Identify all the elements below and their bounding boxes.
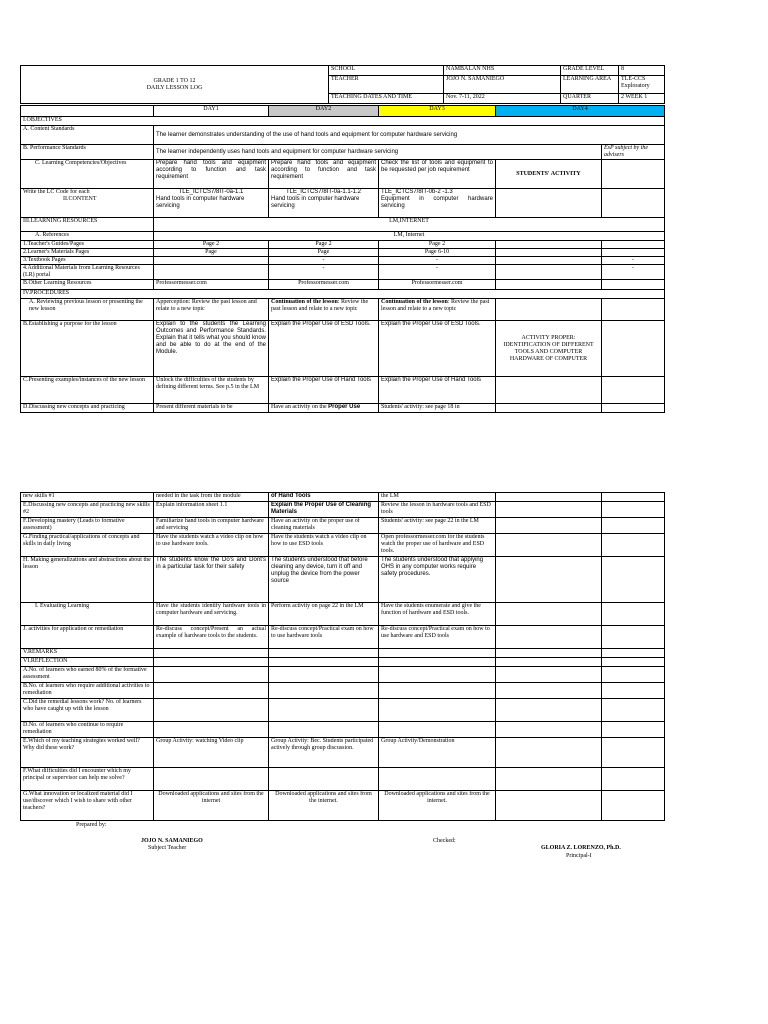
tg-day2: Page 2 <box>269 241 379 249</box>
proc-b-day1: Explain to the students the Learning Outcomes and Performance Standards. Explain that it tells what you should know and be able to do at the end of the Module. <box>154 321 269 377</box>
other-resources-label: B.Other Learning Resources <box>21 280 154 290</box>
content-day2: TLE_ICTCS7/8IT-0a-1.1-1.2 Hand tools in computer hardware servicing <box>269 189 379 218</box>
proc-e-day2: Explain the Proper Use of Cleaning Materials <box>269 502 379 518</box>
learning-resources-label: III.LEARNING RESOURCES <box>21 218 154 232</box>
proc-d-label: D.Discussing new concepts and practicing <box>21 404 154 413</box>
competencies-label: C. Learning Competencies/Objectives <box>21 160 154 189</box>
lm-day1: Page <box>154 249 269 257</box>
school-label: SCHOOL <box>329 66 444 76</box>
lc-code-label: Write the LC Code for each II.CONTENT <box>21 189 154 218</box>
lm-day2: Page <box>269 249 379 257</box>
teacher-signature-name: JOJO N. SAMANIEGO <box>141 838 203 844</box>
day1-header: DAY1 <box>154 106 269 117</box>
olr-day2: Professormesser.com <box>269 280 379 290</box>
prepared-by-label: Prepared by: <box>76 822 107 828</box>
textbook-label: 3.Textbook Pages <box>21 257 154 265</box>
proc-c-day1: Unlock the difficulties of the students by defining different terms. See p.5 in the LM <box>154 377 269 404</box>
content-heading: II.CONTENT <box>63 196 97 202</box>
reflection-g-day1: Downloaded applications and sites from the internet <box>154 791 269 821</box>
perf-std-value: The learner independently uses hand tools and equipment for computer hardware servicing <box>154 145 602 160</box>
area-value: TLE-CCS Exploratory <box>619 76 665 94</box>
header-table <box>20 65 665 104</box>
competency-day1: Prepare hand tools and equipment according to function and task requirement <box>154 160 269 189</box>
proc-g-day3: Open professormesser.com for the students watch the proper use of hardware and ESD tools. <box>379 534 496 557</box>
proc-j-day3: Re-discuss concept/Practical exam on how to use hardware and ESD tools <box>379 626 496 649</box>
proc-f-label: F.Developing mastery (Leads to formative assessment) <box>21 518 154 534</box>
tg-day3: Page 2 <box>379 241 496 249</box>
proc-i-day3: Have the students enumerate and give the function of hardware and ESD tools. <box>379 603 496 626</box>
proc-a-label: A. Reviewing previous lesson or presenting the new lesson <box>21 299 154 321</box>
reflection-e-day2: Group Activity: Bec. Students participated actively through group discussion. <box>269 738 379 768</box>
perf-std-label: B. Performance Standards <box>21 145 154 160</box>
reflection-e-day1: Group Activity: watching Video clip <box>154 738 269 768</box>
additional-materials-label: 4.Additional Materials from Learning Resources (LR) portal <box>21 265 154 280</box>
principal-signature-name: GLORIA Z. LORENZO, Ph.D. <box>541 845 621 851</box>
students-activity: STUDENTS' ACTIVITY <box>496 160 602 189</box>
am-day3: - <box>379 265 496 280</box>
reflection-g-label: G.What innovation or localized material did I use/discover which I wish to share with other teachers? <box>21 791 154 821</box>
content-std-value: The learner demonstrates understanding of the use of hand tools and equipment for computer hardware servicing <box>154 126 665 145</box>
proc-j-label: J. activities for application or remediation <box>21 626 154 649</box>
teacher-signature-role: Subject Teacher <box>148 845 187 851</box>
proc-h-day2: The students understood that before cleaning any device, turn it off and unplug the device from the power source <box>269 557 379 603</box>
proc-j-day1: Re-discuss concept/Present an actual example of hardware tools to the students. <box>154 626 269 649</box>
proc-g-day2: Have the students watch a video clip on how to use ESD tools <box>269 534 379 557</box>
tb-day3: - <box>379 257 496 265</box>
content-std-label: A. Content Standards <box>21 126 154 145</box>
activity-proper: ACTIVITY PROPER: IDENTIFICATION OF DIFFERENT TOOLS AND COMPUTER HARDWARE OF COMPUTER <box>496 321 602 377</box>
reflection-e-label: E.Which of my teaching strategies worked well? Why did these work? <box>21 738 154 768</box>
proc-a-day1: Apperception: Review the past lesson and relate to a new topic <box>154 299 269 321</box>
day2-header: DAY2 <box>269 106 379 117</box>
proc-h-label: H. Making generalizations and abstractions about the lesson <box>21 557 154 603</box>
proc-i-label: I. Evaluating Learning <box>21 603 154 626</box>
references-label: A. References <box>21 232 154 241</box>
am-day2: - <box>269 265 379 280</box>
learners-materials-label: 2.Learner's Materials Pages <box>21 249 154 257</box>
quarter-label: QUARTER <box>561 94 619 104</box>
principal-signature-role: Principal-I <box>566 853 592 859</box>
tb-day2: - <box>269 257 379 265</box>
teachers-guide-label: 1.Teacher's Guides/Pages <box>21 241 154 249</box>
proc-c-day2: Explain the Proper Use of Hand Tools <box>269 377 379 404</box>
p2-d-label: new skills #1 <box>21 493 154 502</box>
proc-d-day1: Present different materials to be <box>154 404 269 413</box>
teacher-value: JOJO N. SAMANIEGO <box>444 76 561 94</box>
lc-code-day3: TLE_ICTCS7/8IT-0b-2 -1.3 <box>381 189 453 195</box>
lc-code-day2: TLE_ICTCS7/8IT-0a-1.1-1.2 <box>285 189 362 195</box>
proc-j-day2: Re-discuss concept/Practical exam on how to use hardware tools <box>269 626 379 649</box>
reflection-label: VI.REFLECTION <box>21 658 154 667</box>
reflection-a-label: A.No. of learners who earned 80% of the formative assessment <box>21 667 154 683</box>
olr-day1: Professormesser.com <box>154 280 269 290</box>
proc-h-day3: The students understood that applying OHS in any computer works require safety procedures. <box>379 557 496 603</box>
proc-g-day1: Have the students watch a video clip on how to use hardware tools. <box>154 534 269 557</box>
lesson-log-page2 <box>20 492 665 821</box>
day3-header: DAY3 <box>379 106 496 117</box>
proc-b-day3: Explain the Proper Use of ESD Tools. <box>379 321 496 377</box>
proc-d-day2: Have an activity on the Proper Use <box>269 404 379 413</box>
reflection-b-label: B.No. of learners who require additional activities to remediation <box>21 683 154 699</box>
remarks-label: V.REMARKS <box>21 649 154 658</box>
tg-day1: Page 2 <box>154 241 269 249</box>
reflection-c-label: C.Did the remedial lessons work? No. of learners who have caught up with the lesson <box>21 699 154 722</box>
proc-f-day3: Students' activity: see page 22 in the LM <box>379 518 496 534</box>
am-day5: - <box>602 265 665 280</box>
p2-d-day3: the LM <box>379 493 496 502</box>
proc-c-label: C.Presenting examples/instances of the new lesson <box>21 377 154 404</box>
lc-code-day1: TLE_ICTCS7/8IT-0a-1.1 <box>178 189 244 195</box>
content-day1: TLE_ICTCS7/8IT-0a-1.1 Hand tools in computer hardware servicing <box>154 189 269 218</box>
proc-e-label: E.Discussing new concepts and practicing new skills #2 <box>21 502 154 518</box>
objectives-heading: I.OBJECTIVES <box>21 117 665 126</box>
references-value: LM, Internet <box>154 232 665 241</box>
grade-label: GRADE LEVEL <box>561 66 619 76</box>
competency-day3: Check the list of tools and equipment to be requested per job requirement <box>379 160 496 189</box>
dates-label: TEACHING DATES AND TIME <box>329 94 444 104</box>
reflection-e-day3: Group Activity/Demonstration <box>379 738 496 768</box>
p2-d-day1: needed in the task from the module <box>154 493 269 502</box>
proc-e-day1: Explain information sheet 1.1 <box>154 502 269 518</box>
proc-h-day1: The students know the Do's and Dont's in a particular task for their safety <box>154 557 269 603</box>
perf-note: EsP subject by the advisers <box>602 145 665 160</box>
proc-f-day1: Familiarize hand tools in computer hardware and servicing <box>154 518 269 534</box>
proc-i-day2: Perform activity on page 22 in the LM <box>269 603 379 626</box>
proc-d-day3: Students' activity: see page 18 in <box>379 404 496 413</box>
quarter-value: 2 WEEK 1 <box>619 94 665 104</box>
proc-f-day2: Have an activity on the proper use of cleaning materials <box>269 518 379 534</box>
learning-resources-value: LM,INTERNET <box>154 218 665 232</box>
dll-title: GRADE 1 TO 12 DAILY LESSON LOG <box>21 66 329 104</box>
reflection-d-label: D.No. of learners who continue to require remediation <box>21 722 154 738</box>
content-day3: TLE_ICTCS7/8IT-0b-2 -1.3 Equipment in computer hardware servicing <box>379 189 496 218</box>
proc-b-label: B.Establishing a purpose for the lesson <box>21 321 154 377</box>
lesson-log-page1 <box>20 105 665 413</box>
competency-day2: Prepare hand tools and equipment according to function and task requirement <box>269 160 379 189</box>
p2-d-day2: of Hand Tools <box>269 493 379 502</box>
procedures-heading: IV.PROCEDURES <box>21 290 665 299</box>
reflection-g-day3: Downloaded applications and sites from the internet. <box>379 791 496 821</box>
lm-day3: Page 6-10 <box>379 249 496 257</box>
checked-label: Checked: <box>433 838 456 844</box>
grade-value: 8 <box>619 66 665 76</box>
school-value: NAMBALAN NHS <box>444 66 561 76</box>
proc-g-label: G.Finding practical/applications of concepts and skills in daily living <box>21 534 154 557</box>
proc-i-day1: Have the students identify hardware tools in computer hardware and servicing. <box>154 603 269 626</box>
day4-header: DAY4 <box>496 106 665 117</box>
proc-c-day3: Explain the Proper Use of Hand Tools <box>379 377 496 404</box>
proc-e-day3: Review the lesson in hardware tools and ESD tools <box>379 502 496 518</box>
tb-day5: - <box>602 257 665 265</box>
reflection-f-label: F.What difficulties did I encounter which my principal or supervisor can help me solve? <box>21 768 154 791</box>
area-label: LEARNING AREA <box>561 76 619 94</box>
teacher-label: TEACHER <box>329 76 444 94</box>
olr-day3: Professormesser.com <box>379 280 496 290</box>
proc-b-day2: Explain the Proper Use of ESD Tools. <box>269 321 379 377</box>
reflection-g-day2: Downloaded applications and sites from the internet. <box>269 791 379 821</box>
dates-value: Nov. 7-11, 2022 <box>444 94 561 104</box>
proc-a-day3: Continuation of the lesson: Review the past lesson and relate to a new topic <box>379 299 496 321</box>
proc-a-day2: Continuation of the lesson: Review the past lesson and relate to a new topic <box>269 299 379 321</box>
